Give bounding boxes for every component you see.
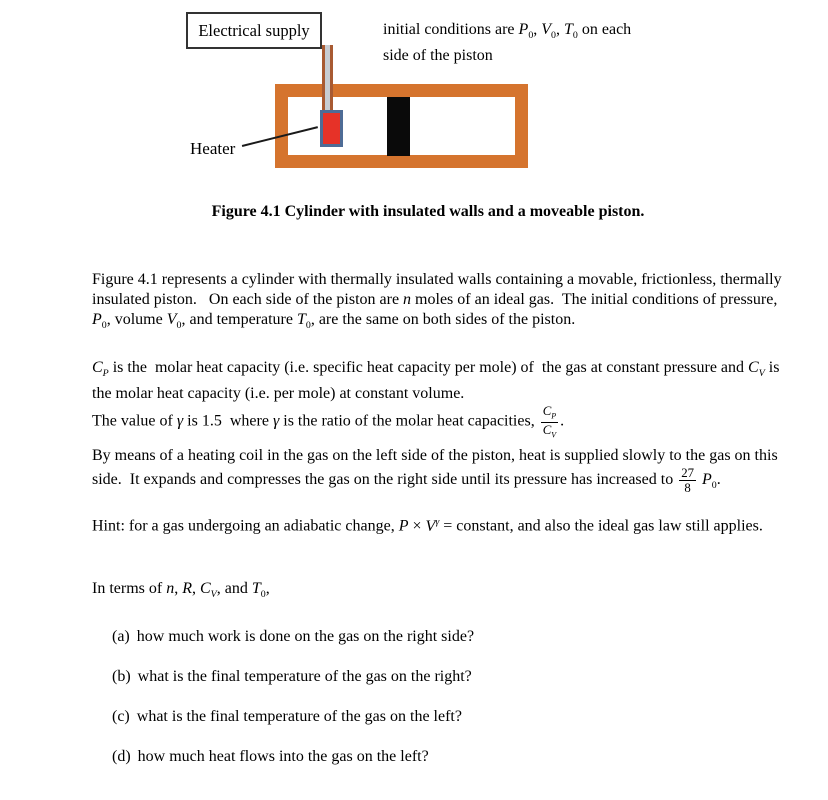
electrical-supply-label: Electrical supply <box>198 20 310 40</box>
initial-conditions-line1: initial conditions are $P_0$, $V_0$, $T_0$ on each <box>383 21 632 42</box>
wire-right <box>330 45 333 111</box>
paragraph-hint: Hint: for a gas undergoing an adiabatic change, $P \times V^\gamma$ = constant, and also the ideal gas law still applies. <box>92 516 763 535</box>
question-c <box>92 707 800 727</box>
question-d-label: (d) <box>112 747 131 765</box>
heater <box>320 110 343 147</box>
question-d <box>92 747 800 767</box>
supply-wires <box>322 45 333 111</box>
piston <box>387 97 410 156</box>
initial-conditions-line2: side of the piston <box>383 47 493 65</box>
paragraph-in-terms-of: In terms of n, R, $C_V$, and $T_0$, <box>92 579 270 600</box>
paragraph-heat-capacities: $C_P$ is the molar heat capacity (i.e. specific heat capacity per mole) of the gas at constant pressure and $C_V$ is the molar heat capacity (i.e. per mole) at constant volume. <box>92 359 780 403</box>
figure-4-1 <box>0 0 828 240</box>
question-c-label: (c) <box>112 707 130 725</box>
electrical-supply-box <box>186 12 322 49</box>
heater-label: Heater <box>190 139 236 158</box>
paragraph-setup: Figure 4.1 represents a cylinder with thermally insulated walls containing a movable, frictionless, thermally insulated piston. On each side of the piston are n moles of an ideal gas. The initial conditions of pressure, $P_0$, volume $V_0$, and temperature $T_0$, are the same on both sides of the piston. <box>92 271 782 332</box>
question-a-text: how much work is done on the gas on the right side? <box>136 627 475 645</box>
question-d-text: how much heat flows into the gas on the left? <box>137 747 429 765</box>
question-c-text: what is the final temperature of the gas on the left? <box>136 707 462 725</box>
question-b <box>92 667 800 687</box>
paragraph-gamma-value: The value of γ is 1.5 where γ is the ratio of the molar heat capacities, $\frac{C_P}{C_V}$ . <box>92 404 565 440</box>
paragraph-heating-coil: By means of a heating coil in the gas on the left side of the piston, heat is supplied slowly to the gas on this side. It expands and compresses the gas on the right side until its pressure has increased to $\frac{27}{8}$ $P_0$. <box>92 446 778 495</box>
question-a-label: (a) <box>112 627 130 645</box>
problem-text <box>92 270 800 767</box>
question-b-text: what is the final temperature of the gas on the right? <box>137 667 472 685</box>
question-a <box>92 627 800 647</box>
figure-caption: Figure 4.1 Cylinder with insulated walls and a moveable piston. <box>211 203 645 220</box>
question-b-label: (b) <box>112 667 131 685</box>
initial-conditions-note <box>383 20 633 66</box>
